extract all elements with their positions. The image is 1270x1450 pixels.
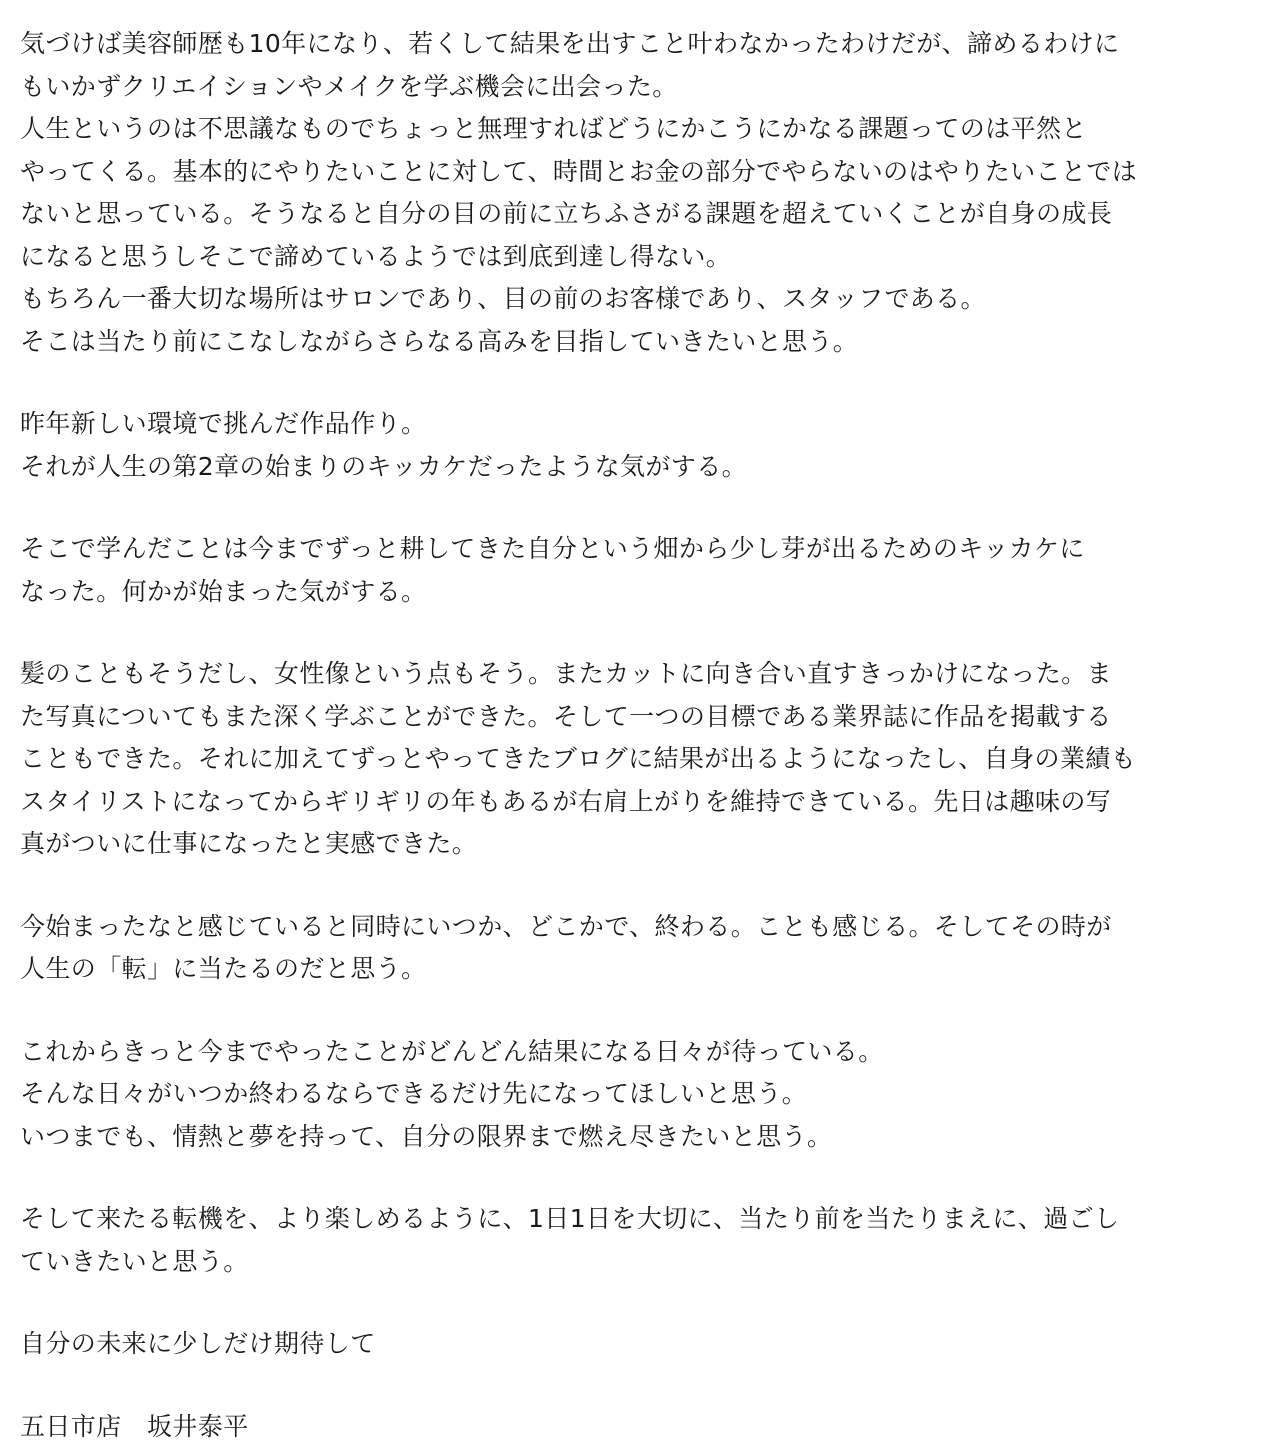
paragraph-7: [20, 1198, 1245, 1283]
text-line: そんな日々がいつか終わるならできるだけ先になってほしいと思う。: [20, 1079, 808, 1108]
text-line: 人生というのは不思議なものでちょっと無理すればどうにかこうにかなる課題ってのは平然と: [20, 114, 1087, 143]
text-line: 真がついに仕事になったと実感できた。: [20, 829, 478, 858]
article-body: [20, 23, 1245, 1448]
paragraph-1: [20, 23, 1245, 363]
text-line: 昨年新しい環境で挑んだ作品作り。: [20, 409, 427, 438]
author-signature: 五日市店 坂井泰平: [20, 1411, 249, 1441]
paragraph-5: [20, 906, 1245, 991]
text-line: スタイリストになってからギリギリの年もあるが右肩上がりを維持できている。先日は趣味の写: [20, 786, 1112, 816]
text-line: やってくる。基本的にやりたいことに対して、時間とお金の部分でやらないのはやりたいことでは: [20, 156, 1138, 186]
text-line: ていきたいと思う。: [20, 1246, 249, 1276]
text-line: なった。何かが始まった気がする。: [20, 576, 427, 606]
text-line: 気づけば美容師歴も10年になり、若くして結果を出すこと叶わなかったわけだが、諦めるわけに: [20, 29, 1120, 58]
paragraph-4: [20, 653, 1245, 866]
text-line: 今始まったなと感じていると同時にいつか、どこかで、終わる。ことも感じる。そしてその時が: [20, 911, 1112, 941]
paragraph-2: [20, 403, 1245, 488]
text-line: になると思うしそこで諦めているようでは到底到達し得ない。: [20, 241, 732, 271]
text-line: 髪のこともそうだし、女性像という点もそう。またカットに向き合い直すきっかけになった。ま: [20, 659, 1112, 688]
text-line: そして来たる転機を、より楽しめるように、1日1日を大切に、当たり前を当たりまえに、過ごし: [20, 1204, 1120, 1233]
text-line: そこで学んだことは今までずっと耕してきた自分という畑から少し芽が出るためのキッカケに: [20, 534, 1085, 563]
text-line: それが人生の第2章の始まりのキッカケだったような気がする。: [20, 451, 748, 481]
text-line: 人生の「転」に当たるのだと思う。: [20, 954, 427, 983]
text-line: いつまでも、情熱と夢を持って、自分の限界まで燃え尽きたいと思う。: [20, 1121, 833, 1151]
paragraph-3: [20, 528, 1245, 613]
paragraph-6: [20, 1031, 1245, 1159]
text-line: 自分の未来に少しだけ期待して: [20, 1329, 376, 1358]
text-line: これからきっと今までやったことがどんどん結果になる日々が待っている。: [20, 1036, 884, 1066]
text-line: もちろん一番大切な場所はサロンであり、目の前のお客様であり、スタッフである。: [20, 284, 986, 313]
text-line: もいかずクリエイションやメイクを学ぶ機会に出会った。: [20, 71, 678, 101]
text-line: た写真についてもまた深く学ぶことができた。そして一つの目標である業界誌に作品を掲載する: [20, 701, 1112, 731]
text-line: ないと思っている。そうなると自分の目の前に立ちふさがる課題を超えていくことが自身の成長: [20, 199, 1113, 228]
text-line: こともできた。それに加えてずっとやってきたブログに結果が出るようになったし、自身の業績も: [20, 744, 1137, 773]
text-line: そこは当たり前にこなしながらさらなる高みを目指していきたいと思う。: [20, 326, 859, 356]
paragraph-8: [20, 1323, 1245, 1366]
